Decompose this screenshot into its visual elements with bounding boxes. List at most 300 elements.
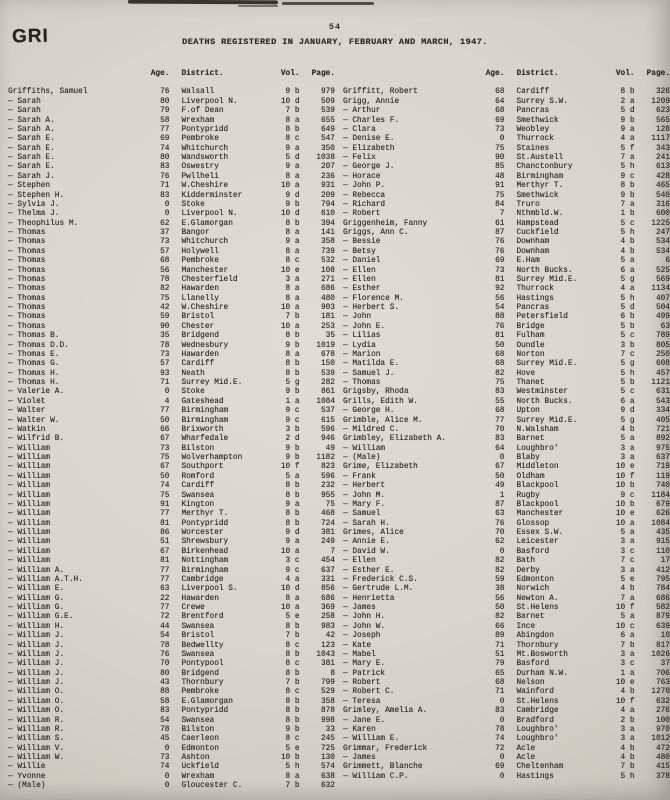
entry-page: 615 xyxy=(320,416,335,425)
entry-age: 83 xyxy=(495,388,505,397)
entry-district: Pembroke xyxy=(181,688,219,697)
entry-vol: 1 b xyxy=(620,210,635,219)
entry-age: 79 xyxy=(160,107,170,116)
entry-page: 637 xyxy=(655,454,670,462)
entry-page: 1117 xyxy=(651,135,670,144)
entry-vol: 7 b xyxy=(620,641,635,650)
entry-age: 0 xyxy=(164,388,170,397)
entry-name: — Thomas xyxy=(8,229,46,237)
entry-name: — William J. xyxy=(8,650,65,659)
entry-vol: 7 a xyxy=(620,594,635,603)
entry-name: — William xyxy=(8,482,51,491)
entry-page: 141 xyxy=(320,229,335,237)
entry-vol: 9 b xyxy=(285,200,300,209)
entry-vol: 8 a xyxy=(285,285,300,294)
entry-vol: 3 b xyxy=(285,425,300,434)
entry-page: 1121 xyxy=(651,379,670,387)
entry-district: Barnet xyxy=(516,613,545,622)
entry-age: 77 xyxy=(160,604,170,612)
index-row xyxy=(8,229,335,238)
entry-age: 63 xyxy=(160,585,170,594)
entry-page: 525 xyxy=(655,266,670,275)
index-row xyxy=(8,763,335,772)
entry-page: 582 xyxy=(655,604,670,612)
entry-district: Oundle xyxy=(516,341,545,350)
entry-age: 50 xyxy=(495,472,505,481)
index-row xyxy=(8,463,335,472)
entry-age: 73 xyxy=(495,125,505,134)
entry-vol: 8 b xyxy=(285,360,300,369)
entry-age: 74 xyxy=(160,763,170,772)
entry-vol: 2 a xyxy=(620,97,635,106)
entry-name: — William xyxy=(8,547,51,556)
entry-page: 504 xyxy=(655,304,670,312)
index-row xyxy=(8,145,335,154)
entry-district: Pontypool xyxy=(181,660,224,669)
entry-page: 326 xyxy=(655,88,670,97)
entry-vol: 5 d xyxy=(620,107,635,116)
entry-vol: 9 d xyxy=(285,191,300,200)
index-row xyxy=(343,257,670,266)
entry-vol: 9 a xyxy=(285,144,300,153)
index-row xyxy=(343,360,670,369)
entry-age: 75 xyxy=(160,491,170,500)
index-row xyxy=(8,595,335,604)
entry-district: Wainford xyxy=(516,688,554,697)
header-page: Page. xyxy=(311,70,335,78)
entry-district: Swansea xyxy=(181,622,215,631)
entry-name: Grimbley, Elizabeth A. xyxy=(343,435,446,444)
index-row xyxy=(8,707,335,716)
entry-page: 532 xyxy=(320,257,335,266)
entry-district: W.Cheshire xyxy=(181,182,229,191)
entry-district: Swansea xyxy=(181,716,215,725)
entry-name: — Thomas xyxy=(8,247,46,256)
entry-district: Llanelly xyxy=(181,294,219,303)
entry-district: Swansea xyxy=(181,491,215,500)
entry-age: 82 xyxy=(160,285,170,294)
index-row xyxy=(343,567,670,576)
entry-name: — Sarah H. xyxy=(343,519,390,528)
entry-vol: 10 e xyxy=(615,679,635,687)
index-row xyxy=(343,267,670,276)
index-row xyxy=(8,107,335,116)
entry-age: 0 xyxy=(499,754,505,762)
entry-name: — William xyxy=(8,557,51,566)
entry-district: St.Austell xyxy=(516,154,564,162)
entry-vol: 7 b xyxy=(620,763,635,772)
entry-page: 686 xyxy=(320,285,335,294)
entry-name: — Charles F. xyxy=(343,116,400,125)
entry-name: — Thomas xyxy=(8,313,46,322)
entry-district: E.Ham xyxy=(516,257,540,266)
entry-age: 80 xyxy=(160,97,170,106)
entry-vol: 5 h xyxy=(620,369,635,378)
entry-district: Ashton xyxy=(181,754,210,762)
entry-age: 67 xyxy=(160,547,170,556)
entry-vol: 6 a xyxy=(620,266,635,275)
entry-page: 316 xyxy=(655,200,670,209)
right-index-column xyxy=(335,70,670,792)
entry-page: 639 xyxy=(655,622,670,631)
entry-age: 82 xyxy=(495,557,505,566)
entry-vol: 4 b xyxy=(620,754,635,762)
entry-vol: 8 b xyxy=(620,182,635,191)
entry-name: — John M. xyxy=(343,491,386,500)
entry-page: 915 xyxy=(655,538,670,547)
entry-vol: 4 a xyxy=(285,575,300,584)
entry-district: Hastings xyxy=(516,772,554,781)
entry-name: — William xyxy=(8,444,51,453)
entry-vol: 5 g xyxy=(620,416,635,425)
entry-vol: 8 b xyxy=(285,697,300,706)
entry-name: — Jane E. xyxy=(343,716,386,725)
entry-vol: 3 b xyxy=(620,341,635,350)
entry-age: 38 xyxy=(495,585,505,594)
entry-district: Truro xyxy=(516,200,540,209)
index-row xyxy=(343,735,670,744)
entry-name: — Herbert xyxy=(343,482,386,491)
entry-age: 84 xyxy=(495,200,505,209)
entry-district: Hastings xyxy=(516,294,554,303)
entry-name: — Thomas H. xyxy=(8,379,60,387)
index-row xyxy=(343,407,670,416)
entry-district: Ince xyxy=(516,622,536,631)
index-row xyxy=(8,276,335,285)
entry-district: Norton xyxy=(516,350,545,359)
entry-district: Basford xyxy=(516,660,550,669)
entry-name: — Thomas D.D. xyxy=(8,341,69,350)
entry-name: — William C.P. xyxy=(343,772,409,781)
entry-age: 68 xyxy=(495,350,505,359)
entry-name: — Frederick C.S. xyxy=(343,575,418,584)
index-columns xyxy=(0,70,670,792)
entry-district: Pembroke xyxy=(181,135,219,144)
entry-age: 68 xyxy=(160,257,170,266)
entry-page: 394 xyxy=(320,219,335,228)
index-row xyxy=(8,163,335,172)
entry-name: Grills, Edith W. xyxy=(343,397,418,406)
entry-age: 50 xyxy=(495,604,505,612)
entry-name: — David W. xyxy=(343,547,390,556)
index-row xyxy=(343,529,670,538)
entry-district: Thanet xyxy=(516,379,545,387)
index-row xyxy=(8,520,335,529)
index-row xyxy=(343,520,670,529)
entry-district: Cuckfield xyxy=(516,229,559,237)
index-row xyxy=(343,585,670,594)
entry-vol: 5 c xyxy=(620,219,635,228)
entry-age: 0 xyxy=(499,547,505,556)
entry-name: Griffitt, Robert xyxy=(343,88,418,97)
entry-age: 90 xyxy=(495,154,505,162)
entry-vol: 9 d xyxy=(285,529,300,537)
index-row xyxy=(343,548,670,557)
index-row xyxy=(8,782,335,791)
column-headers xyxy=(343,70,670,79)
entry-vol: 10 f xyxy=(615,604,635,612)
entry-age: 55 xyxy=(495,397,505,406)
entry-vol: 2 b xyxy=(620,716,635,725)
entry-name: — Thomas xyxy=(8,304,46,312)
index-row xyxy=(343,107,670,116)
entry-page: 428 xyxy=(655,172,670,181)
index-row xyxy=(343,229,670,238)
index-row xyxy=(343,332,670,341)
entry-vol: 8 c xyxy=(285,735,300,744)
entry-name: — William xyxy=(8,500,51,509)
entry-name: — George H. xyxy=(343,407,395,416)
entry-age: 71 xyxy=(495,688,505,697)
entry-age: 42 xyxy=(160,304,170,312)
entry-district: Birkenhead xyxy=(181,547,229,556)
index-row xyxy=(8,510,335,519)
entry-district: Derby xyxy=(516,566,540,575)
entry-district: Glossop xyxy=(516,519,550,528)
index-row xyxy=(8,417,335,426)
index-row xyxy=(8,623,335,632)
entry-district: W.Cheshire xyxy=(181,304,229,312)
index-row xyxy=(8,754,335,763)
index-row xyxy=(343,154,670,163)
entry-name: — Thomas G. xyxy=(8,360,60,369)
entry-vol: 8 c xyxy=(285,257,300,266)
entry-name: — Watkin xyxy=(8,425,46,434)
entry-age: 93 xyxy=(160,369,170,378)
entry-district: Wrexham xyxy=(181,116,215,125)
entry-vol: 5 e xyxy=(285,613,300,622)
index-row xyxy=(8,323,335,332)
entry-name: — William xyxy=(8,463,51,472)
entry-page: 128 xyxy=(655,125,670,134)
entry-page: 817 xyxy=(655,641,670,650)
index-row xyxy=(343,248,670,257)
entry-page: 108 xyxy=(320,266,335,275)
entry-name: — Clara xyxy=(343,125,376,134)
entry-district: Wandsworth xyxy=(181,154,229,162)
index-row xyxy=(8,632,335,641)
entry-district: Edmonton xyxy=(516,575,554,584)
entry-name: — Mabel xyxy=(343,650,376,659)
entry-name: Grigg, Annie xyxy=(343,97,400,106)
index-row xyxy=(343,613,670,622)
entry-name: — Esther xyxy=(343,285,381,294)
index-row xyxy=(8,126,335,135)
entry-vol: 9 b xyxy=(285,444,300,453)
index-row xyxy=(343,698,670,707)
entry-district: Loughbro' xyxy=(516,735,559,744)
entry-name: — Denise E. xyxy=(343,135,395,144)
index-row xyxy=(8,98,335,107)
entry-vol: 7 c xyxy=(620,557,635,566)
entry-vol: 10 a xyxy=(615,519,635,528)
index-row xyxy=(343,398,670,407)
index-row xyxy=(8,698,335,707)
entry-age: 0 xyxy=(164,210,170,219)
entry-district: Bath xyxy=(516,557,536,566)
entry-age: 77 xyxy=(160,575,170,584)
entry-vol: 2 d xyxy=(285,435,300,444)
entry-name: — Lilias xyxy=(343,332,381,341)
entry-district: Pancras xyxy=(516,107,550,116)
entry-name: — Thomas E. xyxy=(8,350,60,359)
entry-district: Thornbury xyxy=(181,679,224,687)
index-row xyxy=(343,117,670,126)
entry-district: Bilston xyxy=(181,444,215,453)
entry-district: Edmonton xyxy=(181,744,219,753)
entry-age: 73 xyxy=(160,350,170,359)
entry-vol: 5 h xyxy=(620,229,635,237)
index-row xyxy=(8,604,335,613)
entry-page: 537 xyxy=(320,407,335,416)
entry-age: 48 xyxy=(495,172,505,181)
entry-age: 0 xyxy=(499,772,505,781)
index-row xyxy=(343,660,670,669)
entry-name: — George J. xyxy=(343,163,395,172)
entry-vol: 3 a xyxy=(620,566,635,575)
entry-age: 78 xyxy=(160,341,170,350)
entry-name: — William xyxy=(8,472,51,481)
entry-name: — William xyxy=(8,491,51,500)
entry-age: 70 xyxy=(160,660,170,669)
entry-page: 381 xyxy=(320,529,335,537)
entry-vol: 4 b xyxy=(620,425,635,434)
entry-vol: 7 b xyxy=(285,632,300,641)
entry-vol: 10 a xyxy=(280,304,300,312)
entry-vol: 9 b xyxy=(620,116,635,125)
entry-vol: 9 b xyxy=(285,454,300,462)
entry-district: Thurrock xyxy=(516,285,554,294)
entry-vol: 9 b xyxy=(285,88,300,97)
entry-vol: 5 h xyxy=(620,163,635,172)
entry-page: 649 xyxy=(320,125,335,134)
entry-district: Loughbro' xyxy=(516,444,559,453)
entry-age: 71 xyxy=(160,182,170,191)
index-row xyxy=(343,379,670,388)
entry-name: — Violet xyxy=(8,397,46,406)
index-row xyxy=(8,717,335,726)
entry-page: 763 xyxy=(655,679,670,687)
entry-district: Norwich xyxy=(516,585,550,594)
entry-page: 369 xyxy=(320,604,335,612)
entry-page: 975 xyxy=(655,444,670,453)
entry-vol: 9 c xyxy=(285,416,300,425)
entry-vol: 6 a xyxy=(620,397,635,406)
entry-district: Thornbury xyxy=(516,641,559,650)
entry-age: 80 xyxy=(160,154,170,162)
entry-vol: 9 a xyxy=(285,238,300,247)
entry-page: 258 xyxy=(320,613,335,622)
entry-name: — Patrick xyxy=(343,669,386,678)
entry-district: Blackpool xyxy=(516,500,559,509)
left-index-column xyxy=(0,70,335,792)
entry-vol: 8 a xyxy=(285,594,300,603)
entry-page: 892 xyxy=(655,435,670,444)
entry-district: Bangor xyxy=(181,229,210,237)
entry-district: F.of Dean xyxy=(181,107,224,116)
index-row xyxy=(343,435,670,444)
entry-age: 50 xyxy=(160,416,170,425)
entry-vol: 5 b xyxy=(620,379,635,387)
entry-name: — William R. xyxy=(8,725,65,734)
index-row xyxy=(343,473,670,482)
entry-district: Hawarden xyxy=(181,285,219,294)
entry-vol: 10 d xyxy=(280,585,300,594)
entry-vol: 8 b xyxy=(285,716,300,725)
entry-page: 1043 xyxy=(316,650,335,659)
entry-name: — William J. xyxy=(8,660,65,669)
entry-page: 331 xyxy=(320,575,335,584)
index-row xyxy=(8,407,335,416)
entry-page: 540 xyxy=(655,191,670,200)
entry-vol: 4 a xyxy=(620,135,635,144)
entry-page: 7 xyxy=(330,547,335,556)
entry-page: 725 xyxy=(320,744,335,753)
entry-page: 480 xyxy=(655,754,670,762)
entry-age: 76 xyxy=(495,322,505,331)
entry-district: Blackpool xyxy=(516,482,559,491)
entry-name: — Sarah E. xyxy=(8,154,55,162)
index-row xyxy=(8,257,335,266)
index-row xyxy=(8,117,335,126)
entry-name: — Gertrude L.M. xyxy=(343,585,414,594)
index-row xyxy=(343,642,670,651)
entry-age: 4 xyxy=(164,397,170,406)
entry-district: Petersfield xyxy=(516,313,568,322)
entry-district: Chester xyxy=(181,322,215,331)
entry-age: 83 xyxy=(160,163,170,172)
entry-page: 784 xyxy=(655,585,670,594)
entry-page: 569 xyxy=(655,275,670,284)
index-row xyxy=(8,688,335,697)
entry-age: 75 xyxy=(495,144,505,153)
entry-page: 574 xyxy=(320,763,335,772)
index-row xyxy=(343,98,670,107)
entry-page: 209 xyxy=(320,191,335,200)
entry-vol: 10 d xyxy=(280,97,300,106)
index-row xyxy=(343,417,670,426)
entry-page: 686 xyxy=(655,594,670,603)
entry-page: 638 xyxy=(320,772,335,781)
entry-name: — Sarah E. xyxy=(8,135,55,144)
entry-age: 54 xyxy=(160,716,170,725)
entry-name: — Henrietta xyxy=(343,594,395,603)
entry-name: — Annie E. xyxy=(343,538,390,547)
entry-vol: 5 c xyxy=(620,388,635,397)
entry-district: Smethwick xyxy=(516,116,559,125)
entry-district: Barnet xyxy=(516,435,545,444)
entry-name: — Thomas xyxy=(8,275,46,284)
entry-page: 415 xyxy=(655,763,670,772)
entry-name: — William J. xyxy=(8,669,65,678)
entry-age: 0 xyxy=(499,454,505,462)
index-row xyxy=(343,510,670,519)
entry-name: Grime, Elizabeth xyxy=(343,463,418,472)
entry-name: Grigsby, Rhoda xyxy=(343,388,409,397)
entry-age: 62 xyxy=(495,538,505,547)
entry-page: 1084 xyxy=(651,519,670,528)
entry-vol: 8 b xyxy=(285,125,300,134)
entry-district: Kington xyxy=(181,500,215,509)
entry-name: — Florence M. xyxy=(343,294,404,303)
entry-page: 631 xyxy=(655,388,670,397)
entry-page: 110 xyxy=(655,547,670,556)
entry-vol: 9 c xyxy=(285,566,300,575)
index-row xyxy=(343,192,670,201)
entry-page: 805 xyxy=(655,341,670,350)
entry-vol: 8 a xyxy=(285,350,300,359)
entry-page: 686 xyxy=(320,594,335,603)
